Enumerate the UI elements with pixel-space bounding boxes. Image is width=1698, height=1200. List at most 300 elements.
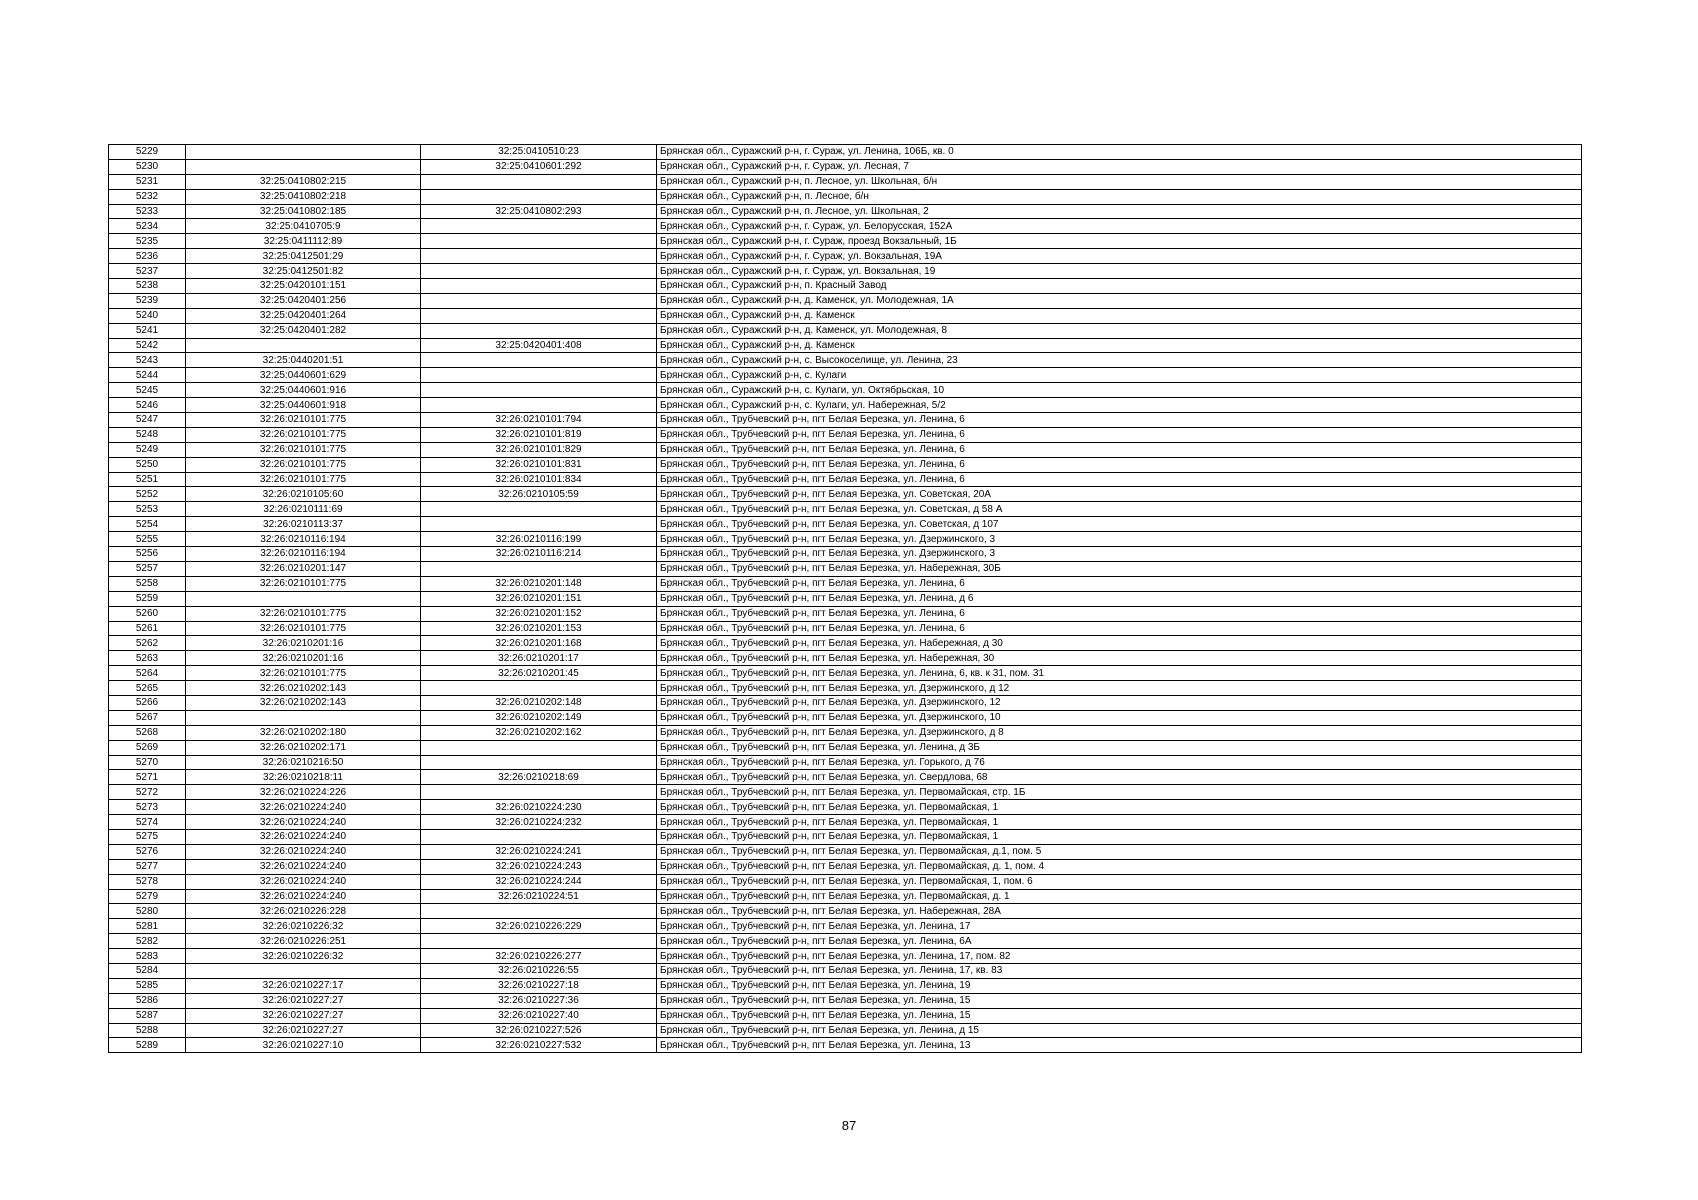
cadastral-number-cell: 32:26:0210101:775 xyxy=(186,442,421,457)
table-row xyxy=(109,338,1582,353)
row-number-cell: 5261 xyxy=(109,621,186,636)
related-cadastral-number-cell: 32:26:0210218:69 xyxy=(421,770,657,785)
address-cell: Брянская обл., Трубчевский р-н, пгт Белая Березка, ул. Ленина, 17, пом. 82 xyxy=(657,949,1582,964)
row-number-cell: 5250 xyxy=(109,457,186,472)
address-cell: Брянская обл., Суражский р-н, с. Кулаги, ул. Набережная, 5/2 xyxy=(657,398,1582,413)
table-row xyxy=(109,308,1582,323)
related-cadastral-number-cell: 32:26:0210116:199 xyxy=(421,532,657,547)
table-row xyxy=(109,368,1582,383)
address-cell: Брянская обл., Трубчевский р-н, пгт Белая Березка, ул. Ленина, 6 xyxy=(657,413,1582,428)
cadastral-number-cell: 32:26:0210224:240 xyxy=(186,859,421,874)
table-row xyxy=(109,174,1582,189)
cadastral-number-cell: 32:26:0210101:775 xyxy=(186,427,421,442)
related-cadastral-number-cell: 32:26:0210201:151 xyxy=(421,591,657,606)
row-number-cell: 5246 xyxy=(109,398,186,413)
address-cell: Брянская обл., Суражский р-н, п. Лесное, ул. Школьная, 2 xyxy=(657,204,1582,219)
row-number-cell: 5251 xyxy=(109,472,186,487)
address-cell: Брянская обл., Трубчевский р-н, пгт Белая Березка, ул. Ленина, 6 xyxy=(657,457,1582,472)
table-row xyxy=(109,532,1582,547)
related-cadastral-number-cell: 32:26:0210226:55 xyxy=(421,963,657,978)
address-cell: Брянская обл., Трубчевский р-н, пгт Белая Березка, ул. Дзержинского, 3 xyxy=(657,547,1582,562)
table-row xyxy=(109,442,1582,457)
related-cadastral-number-cell xyxy=(421,398,657,413)
table-row xyxy=(109,189,1582,204)
cadastral-number-cell: 32:25:0412501:29 xyxy=(186,249,421,264)
table-row xyxy=(109,279,1582,294)
cadastral-number-cell: 32:26:0210224:240 xyxy=(186,815,421,830)
related-cadastral-number-cell xyxy=(421,249,657,264)
address-cell: Брянская обл., Трубчевский р-н, пгт Белая Березка, ул. Советская, д 107 xyxy=(657,517,1582,532)
row-number-cell: 5233 xyxy=(109,204,186,219)
address-cell: Брянская обл., Суражский р-н, д. Каменск xyxy=(657,308,1582,323)
table-row xyxy=(109,934,1582,949)
table-row xyxy=(109,874,1582,889)
related-cadastral-number-cell: 32:26:0210226:229 xyxy=(421,919,657,934)
related-cadastral-number-cell xyxy=(421,934,657,949)
row-number-cell: 5260 xyxy=(109,606,186,621)
address-cell: Брянская обл., Суражский р-н, с. Кулаги xyxy=(657,368,1582,383)
related-cadastral-number-cell xyxy=(421,174,657,189)
row-number-cell: 5235 xyxy=(109,234,186,249)
cadastral-number-cell: 32:26:0210202:171 xyxy=(186,740,421,755)
related-cadastral-number-cell: 32:26:0210105:59 xyxy=(421,487,657,502)
cadastral-number-cell: 32:26:0210202:143 xyxy=(186,695,421,710)
address-cell: Брянская обл., Трубчевский р-н, пгт Белая Березка, ул. Ленина, д 3Б xyxy=(657,740,1582,755)
table-row xyxy=(109,859,1582,874)
address-cell: Брянская обл., Трубчевский р-н, пгт Белая Березка, ул. Ленина, 6 xyxy=(657,576,1582,591)
table-row xyxy=(109,740,1582,755)
address-cell: Брянская обл., Суражский р-н, г. Сураж, ул. Лесная, 7 xyxy=(657,159,1582,174)
table-row xyxy=(109,502,1582,517)
cadastral-number-cell: 32:26:0210227:10 xyxy=(186,1038,421,1053)
cadastral-number-cell: 32:26:0210105:60 xyxy=(186,487,421,502)
related-cadastral-number-cell xyxy=(421,368,657,383)
related-cadastral-number-cell: 32:26:0210101:794 xyxy=(421,413,657,428)
row-number-cell: 5280 xyxy=(109,904,186,919)
related-cadastral-number-cell xyxy=(421,279,657,294)
address-cell: Брянская обл., Трубчевский р-н, пгт Белая Березка, ул. Ленина, 6, кв. к 31, пом. 31 xyxy=(657,666,1582,681)
related-cadastral-number-cell: 32:26:0210201:153 xyxy=(421,621,657,636)
table-row xyxy=(109,636,1582,651)
cadastral-number-cell: 32:26:0210116:194 xyxy=(186,532,421,547)
address-cell: Брянская обл., Суражский р-н, п. Красный Завод xyxy=(657,279,1582,294)
address-cell: Брянская обл., Трубчевский р-н, пгт Белая Березка, ул. Ленина, 6 xyxy=(657,606,1582,621)
cadastral-number-cell: 32:26:0210227:17 xyxy=(186,978,421,993)
row-number-cell: 5245 xyxy=(109,383,186,398)
related-cadastral-number-cell: 32:26:0210116:214 xyxy=(421,547,657,562)
cadastral-number-cell: 32:25:0440601:916 xyxy=(186,383,421,398)
cadastral-number-cell: 32:26:0210113:37 xyxy=(186,517,421,532)
address-cell: Брянская обл., Трубчевский р-н, пгт Белая Березка, ул. Дзержинского, 12 xyxy=(657,695,1582,710)
cadastral-number-cell: 32:26:0210226:251 xyxy=(186,934,421,949)
related-cadastral-number-cell xyxy=(421,740,657,755)
table-row xyxy=(109,383,1582,398)
registry-table-body xyxy=(109,145,1582,1053)
cadastral-number-cell: 32:26:0210227:27 xyxy=(186,1023,421,1038)
address-cell: Брянская обл., Трубчевский р-н, пгт Белая Березка, ул. Набережная, 28А xyxy=(657,904,1582,919)
address-cell: Брянская обл., Трубчевский р-н, пгт Белая Березка, ул. Набережная, д 30 xyxy=(657,636,1582,651)
cadastral-number-cell: 32:26:0210226:32 xyxy=(186,949,421,964)
related-cadastral-number-cell xyxy=(421,681,657,696)
row-number-cell: 5231 xyxy=(109,174,186,189)
cadastral-number-cell: 32:25:0412501:82 xyxy=(186,264,421,279)
row-number-cell: 5274 xyxy=(109,815,186,830)
related-cadastral-number-cell: 32:26:0210224:244 xyxy=(421,874,657,889)
cadastral-number-cell: 32:26:0210216:50 xyxy=(186,755,421,770)
table-row xyxy=(109,427,1582,442)
cadastral-number-cell: 32:25:0420101:151 xyxy=(186,279,421,294)
row-number-cell: 5276 xyxy=(109,844,186,859)
cadastral-number-cell: 32:26:0210101:775 xyxy=(186,413,421,428)
address-cell: Брянская обл., Суражский р-н, г. Сураж, ул. Ленина, 106Б, кв. 0 xyxy=(657,145,1582,160)
page-number: 87 xyxy=(841,1118,857,1133)
cadastral-number-cell: 32:25:0411112:89 xyxy=(186,234,421,249)
table-row xyxy=(109,889,1582,904)
table-row xyxy=(109,963,1582,978)
table-row xyxy=(109,978,1582,993)
address-cell: Брянская обл., Трубчевский р-н, пгт Белая Березка, ул. Ленина, 6 xyxy=(657,472,1582,487)
row-number-cell: 5287 xyxy=(109,1008,186,1023)
address-cell: Брянская обл., Суражский р-н, г. Сураж, ул. Белорусская, 152А xyxy=(657,219,1582,234)
related-cadastral-number-cell: 32:25:0420401:408 xyxy=(421,338,657,353)
related-cadastral-number-cell: 32:26:0210201:148 xyxy=(421,576,657,591)
address-cell: Брянская обл., Трубчевский р-н, пгт Белая Березка, ул. Ленина, 6 xyxy=(657,621,1582,636)
cadastral-number-cell: 32:26:0210101:775 xyxy=(186,606,421,621)
related-cadastral-number-cell xyxy=(421,308,657,323)
table-row xyxy=(109,695,1582,710)
row-number-cell: 5237 xyxy=(109,264,186,279)
address-cell: Брянская обл., Трубчевский р-н, пгт Белая Березка, ул. Дзержинского, д 8 xyxy=(657,725,1582,740)
cadastral-number-cell: 32:25:0420401:256 xyxy=(186,293,421,308)
row-number-cell: 5270 xyxy=(109,755,186,770)
table-row xyxy=(109,249,1582,264)
address-cell: Брянская обл., Суражский р-н, с. Высокоселище, ул. Ленина, 23 xyxy=(657,353,1582,368)
related-cadastral-number-cell: 32:26:0210224:232 xyxy=(421,815,657,830)
related-cadastral-number-cell: 32:26:0210227:526 xyxy=(421,1023,657,1038)
address-cell: Брянская обл., Трубчевский р-н, пгт Белая Березка, ул. Ленина, 6 xyxy=(657,442,1582,457)
related-cadastral-number-cell: 32:26:0210101:829 xyxy=(421,442,657,457)
address-cell: Брянская обл., Трубчевский р-н, пгт Белая Березка, ул. Первомайская, 1, пом. 6 xyxy=(657,874,1582,889)
address-cell: Брянская обл., Трубчевский р-н, пгт Белая Березка, ул. Ленина, 19 xyxy=(657,978,1582,993)
table-row xyxy=(109,323,1582,338)
address-cell: Брянская обл., Трубчевский р-н, пгт Белая Березка, ул. Ленина, 17, кв. 83 xyxy=(657,963,1582,978)
address-cell: Брянская обл., Суражский р-н, п. Лесное, б/н xyxy=(657,189,1582,204)
cadastral-number-cell: 32:26:0210227:27 xyxy=(186,1008,421,1023)
row-number-cell: 5244 xyxy=(109,368,186,383)
related-cadastral-number-cell xyxy=(421,323,657,338)
related-cadastral-number-cell xyxy=(421,189,657,204)
row-number-cell: 5267 xyxy=(109,710,186,725)
address-cell: Брянская обл., Трубчевский р-н, пгт Белая Березка, ул. Первомайская, д. 1 xyxy=(657,889,1582,904)
related-cadastral-number-cell: 32:26:0210226:277 xyxy=(421,949,657,964)
cadastral-number-cell xyxy=(186,710,421,725)
table-row xyxy=(109,159,1582,174)
related-cadastral-number-cell: 32:26:0210202:148 xyxy=(421,695,657,710)
cadastral-number-cell: 32:26:0210224:240 xyxy=(186,800,421,815)
related-cadastral-number-cell xyxy=(421,219,657,234)
related-cadastral-number-cell xyxy=(421,517,657,532)
address-cell: Брянская обл., Трубчевский р-н, пгт Белая Березка, ул. Первомайская, д. 1, пом. 4 xyxy=(657,859,1582,874)
table-row xyxy=(109,815,1582,830)
cadastral-number-cell: 32:25:0420401:264 xyxy=(186,308,421,323)
table-row xyxy=(109,293,1582,308)
related-cadastral-number-cell: 32:26:0210224:51 xyxy=(421,889,657,904)
related-cadastral-number-cell: 32:26:0210227:532 xyxy=(421,1038,657,1053)
row-number-cell: 5241 xyxy=(109,323,186,338)
row-number-cell: 5242 xyxy=(109,338,186,353)
cadastral-number-cell xyxy=(186,159,421,174)
related-cadastral-number-cell: 32:26:0210101:819 xyxy=(421,427,657,442)
table-row xyxy=(109,949,1582,964)
row-number-cell: 5234 xyxy=(109,219,186,234)
related-cadastral-number-cell: 32:25:0410601:292 xyxy=(421,159,657,174)
related-cadastral-number-cell: 32:26:0210202:162 xyxy=(421,725,657,740)
address-cell: Брянская обл., Трубчевский р-н, пгт Белая Березка, ул. Ленина, 6 xyxy=(657,427,1582,442)
related-cadastral-number-cell: 32:26:0210224:241 xyxy=(421,844,657,859)
address-cell: Брянская обл., Суражский р-н, с. Кулаги, ул. Октябрьская, 10 xyxy=(657,383,1582,398)
cadastral-number-cell: 32:26:0210226:32 xyxy=(186,919,421,934)
related-cadastral-number-cell xyxy=(421,829,657,844)
address-cell: Брянская обл., Трубчевский р-н, пгт Белая Березка, ул. Первомайская, 1 xyxy=(657,800,1582,815)
table-row xyxy=(109,457,1582,472)
table-row xyxy=(109,145,1582,160)
row-number-cell: 5263 xyxy=(109,651,186,666)
address-cell: Брянская обл., Трубчевский р-н, пгт Белая Березка, ул. Дзержинского, 3 xyxy=(657,532,1582,547)
row-number-cell: 5281 xyxy=(109,919,186,934)
cadastral-number-cell: 32:25:0410802:215 xyxy=(186,174,421,189)
related-cadastral-number-cell xyxy=(421,383,657,398)
row-number-cell: 5278 xyxy=(109,874,186,889)
row-number-cell: 5265 xyxy=(109,681,186,696)
related-cadastral-number-cell: 32:26:0210224:230 xyxy=(421,800,657,815)
address-cell: Брянская обл., Трубчевский р-н, пгт Белая Березка, ул. Ленина, д 6 xyxy=(657,591,1582,606)
row-number-cell: 5262 xyxy=(109,636,186,651)
address-cell: Брянская обл., Суражский р-н, д. Каменск, ул. Молодежная, 1А xyxy=(657,293,1582,308)
table-row xyxy=(109,904,1582,919)
table-row xyxy=(109,264,1582,279)
cadastral-number-cell: 32:26:0210101:775 xyxy=(186,457,421,472)
table-row xyxy=(109,770,1582,785)
related-cadastral-number-cell xyxy=(421,561,657,576)
row-number-cell: 5252 xyxy=(109,487,186,502)
cadastral-number-cell: 32:26:0210202:180 xyxy=(186,725,421,740)
row-number-cell: 5271 xyxy=(109,770,186,785)
cadastral-number-cell xyxy=(186,338,421,353)
related-cadastral-number-cell xyxy=(421,904,657,919)
cadastral-number-cell: 32:26:0210201:16 xyxy=(186,636,421,651)
cadastral-number-cell: 32:26:0210201:16 xyxy=(186,651,421,666)
row-number-cell: 5254 xyxy=(109,517,186,532)
cadastral-number-cell: 32:26:0210111:69 xyxy=(186,502,421,517)
row-number-cell: 5240 xyxy=(109,308,186,323)
related-cadastral-number-cell xyxy=(421,755,657,770)
cadastral-number-cell: 32:25:0440201:51 xyxy=(186,353,421,368)
cadastral-number-cell: 32:25:0410802:218 xyxy=(186,189,421,204)
related-cadastral-number-cell: 32:26:0210101:831 xyxy=(421,457,657,472)
related-cadastral-number-cell: 32:26:0210227:36 xyxy=(421,993,657,1008)
cadastral-number-cell: 32:25:0440601:918 xyxy=(186,398,421,413)
table-row xyxy=(109,234,1582,249)
address-cell: Брянская обл., Трубчевский р-н, пгт Белая Березка, ул. Набережная, 30Б xyxy=(657,561,1582,576)
row-number-cell: 5248 xyxy=(109,427,186,442)
related-cadastral-number-cell: 32:26:0210201:17 xyxy=(421,651,657,666)
row-number-cell: 5289 xyxy=(109,1038,186,1053)
related-cadastral-number-cell: 32:26:0210227:40 xyxy=(421,1008,657,1023)
address-cell: Брянская обл., Трубчевский р-н, пгт Белая Березка, ул. Первомайская, 1 xyxy=(657,829,1582,844)
row-number-cell: 5249 xyxy=(109,442,186,457)
cadastral-number-cell: 32:26:0210101:775 xyxy=(186,666,421,681)
address-cell: Брянская обл., Трубчевский р-н, пгт Белая Березка, ул. Ленина, 15 xyxy=(657,1008,1582,1023)
cadastral-number-cell: 32:26:0210227:27 xyxy=(186,993,421,1008)
row-number-cell: 5258 xyxy=(109,576,186,591)
table-row xyxy=(109,1008,1582,1023)
row-number-cell: 5273 xyxy=(109,800,186,815)
row-number-cell: 5239 xyxy=(109,293,186,308)
cadastral-number-cell: 32:26:0210201:147 xyxy=(186,561,421,576)
row-number-cell: 5279 xyxy=(109,889,186,904)
table-row xyxy=(109,651,1582,666)
cadastral-number-cell: 32:25:0410705:9 xyxy=(186,219,421,234)
table-row xyxy=(109,800,1582,815)
cadastral-number-cell: 32:26:0210116:194 xyxy=(186,547,421,562)
table-row xyxy=(109,219,1582,234)
related-cadastral-number-cell: 32:26:0210202:149 xyxy=(421,710,657,725)
related-cadastral-number-cell xyxy=(421,502,657,517)
related-cadastral-number-cell xyxy=(421,293,657,308)
table-row xyxy=(109,561,1582,576)
address-cell: Брянская обл., Трубчевский р-н, пгт Белая Березка, ул. Ленина, 13 xyxy=(657,1038,1582,1053)
table-row xyxy=(109,487,1582,502)
cadastral-number-cell: 32:26:0210224:240 xyxy=(186,844,421,859)
table-row xyxy=(109,1038,1582,1053)
registry-table xyxy=(108,144,1582,1053)
address-cell: Брянская обл., Суражский р-н, г. Сураж, ул. Вокзальная, 19 xyxy=(657,264,1582,279)
address-cell: Брянская обл., Суражский р-н, д. Каменск xyxy=(657,338,1582,353)
row-number-cell: 5230 xyxy=(109,159,186,174)
address-cell: Брянская обл., Суражский р-н, п. Лесное, ул. Школьная, б/н xyxy=(657,174,1582,189)
address-cell: Брянская обл., Трубчевский р-н, пгт Белая Березка, ул. Первомайская, 1 xyxy=(657,815,1582,830)
cadastral-number-cell: 32:26:0210226:228 xyxy=(186,904,421,919)
table-row xyxy=(109,472,1582,487)
address-cell: Брянская обл., Трубчевский р-н, пгт Белая Березка, ул. Первомайская, стр. 1Б xyxy=(657,785,1582,800)
cadastral-number-cell: 32:25:0440601:629 xyxy=(186,368,421,383)
cadastral-number-cell: 32:26:0210101:775 xyxy=(186,472,421,487)
cadastral-number-cell: 32:26:0210202:143 xyxy=(186,681,421,696)
table-row xyxy=(109,591,1582,606)
row-number-cell: 5253 xyxy=(109,502,186,517)
table-row xyxy=(109,576,1582,591)
row-number-cell: 5232 xyxy=(109,189,186,204)
related-cadastral-number-cell: 32:26:0210201:152 xyxy=(421,606,657,621)
row-number-cell: 5243 xyxy=(109,353,186,368)
address-cell: Брянская обл., Трубчевский р-н, пгт Белая Березка, ул. Ленина, д 15 xyxy=(657,1023,1582,1038)
cadastral-number-cell: 32:26:0210224:240 xyxy=(186,874,421,889)
related-cadastral-number-cell xyxy=(421,353,657,368)
address-cell: Брянская обл., Трубчевский р-н, пгт Белая Березка, ул. Советская, 20А xyxy=(657,487,1582,502)
row-number-cell: 5275 xyxy=(109,829,186,844)
address-cell: Брянская обл., Трубчевский р-н, пгт Белая Березка, ул. Ленина, 17 xyxy=(657,919,1582,934)
table-row xyxy=(109,413,1582,428)
table-row xyxy=(109,710,1582,725)
cadastral-number-cell xyxy=(186,591,421,606)
table-row xyxy=(109,517,1582,532)
address-cell: Брянская обл., Трубчевский р-н, пгт Белая Березка, ул. Свердлова, 68 xyxy=(657,770,1582,785)
address-cell: Брянская обл., Трубчевский р-н, пгт Белая Березка, ул. Советская, д 58 А xyxy=(657,502,1582,517)
cadastral-number-cell xyxy=(186,145,421,160)
row-number-cell: 5282 xyxy=(109,934,186,949)
address-cell: Брянская обл., Трубчевский р-н, пгт Белая Березка, ул. Ленина, 15 xyxy=(657,993,1582,1008)
row-number-cell: 5264 xyxy=(109,666,186,681)
table-row xyxy=(109,681,1582,696)
row-number-cell: 5257 xyxy=(109,561,186,576)
row-number-cell: 5285 xyxy=(109,978,186,993)
cadastral-number-cell: 32:26:0210101:775 xyxy=(186,576,421,591)
address-cell: Брянская обл., Суражский р-н, г. Сураж, проезд Вокзальный, 1Б xyxy=(657,234,1582,249)
cadastral-number-cell: 32:26:0210218:11 xyxy=(186,770,421,785)
address-cell: Брянская обл., Трубчевский р-н, пгт Белая Березка, ул. Горького, д 76 xyxy=(657,755,1582,770)
table-row xyxy=(109,829,1582,844)
row-number-cell: 5277 xyxy=(109,859,186,874)
cadastral-number-cell: 32:25:0420401:282 xyxy=(186,323,421,338)
row-number-cell: 5288 xyxy=(109,1023,186,1038)
address-cell: Брянская обл., Трубчевский р-н, пгт Белая Березка, ул. Набережная, 30 xyxy=(657,651,1582,666)
table-row xyxy=(109,993,1582,1008)
row-number-cell: 5272 xyxy=(109,785,186,800)
row-number-cell: 5286 xyxy=(109,993,186,1008)
table-row xyxy=(109,666,1582,681)
cadastral-number-cell: 32:25:0410802:185 xyxy=(186,204,421,219)
cadastral-number-cell: 32:26:0210101:775 xyxy=(186,621,421,636)
row-number-cell: 5266 xyxy=(109,695,186,710)
related-cadastral-number-cell: 32:26:0210101:834 xyxy=(421,472,657,487)
related-cadastral-number-cell: 32:26:0210227:18 xyxy=(421,978,657,993)
table-row xyxy=(109,785,1582,800)
row-number-cell: 5283 xyxy=(109,949,186,964)
row-number-cell: 5256 xyxy=(109,547,186,562)
cadastral-number-cell: 32:26:0210224:226 xyxy=(186,785,421,800)
table-row xyxy=(109,725,1582,740)
row-number-cell: 5238 xyxy=(109,279,186,294)
table-row xyxy=(109,204,1582,219)
address-cell: Брянская обл., Суражский р-н, д. Каменск, ул. Молодежная, 8 xyxy=(657,323,1582,338)
table-row xyxy=(109,1023,1582,1038)
table-row xyxy=(109,547,1582,562)
address-cell: Брянская обл., Трубчевский р-н, пгт Белая Березка, ул. Ленина, 6А xyxy=(657,934,1582,949)
related-cadastral-number-cell xyxy=(421,785,657,800)
table-row xyxy=(109,353,1582,368)
row-number-cell: 5247 xyxy=(109,413,186,428)
related-cadastral-number-cell: 32:25:0410802:293 xyxy=(421,204,657,219)
row-number-cell: 5229 xyxy=(109,145,186,160)
address-cell: Брянская обл., Трубчевский р-н, пгт Белая Березка, ул. Дзержинского, 10 xyxy=(657,710,1582,725)
related-cadastral-number-cell: 32:26:0210201:168 xyxy=(421,636,657,651)
cadastral-number-cell xyxy=(186,963,421,978)
row-number-cell: 5255 xyxy=(109,532,186,547)
related-cadastral-number-cell: 32:26:0210224:243 xyxy=(421,859,657,874)
related-cadastral-number-cell xyxy=(421,264,657,279)
table-row xyxy=(109,755,1582,770)
row-number-cell: 5284 xyxy=(109,963,186,978)
table-row xyxy=(109,606,1582,621)
cadastral-number-cell: 32:26:0210224:240 xyxy=(186,829,421,844)
address-cell: Брянская обл., Суражский р-н, г. Сураж, ул. Вокзальная, 19А xyxy=(657,249,1582,264)
related-cadastral-number-cell: 32:25:0410510:23 xyxy=(421,145,657,160)
row-number-cell: 5268 xyxy=(109,725,186,740)
row-number-cell: 5259 xyxy=(109,591,186,606)
table-row xyxy=(109,621,1582,636)
related-cadastral-number-cell: 32:26:0210201:45 xyxy=(421,666,657,681)
row-number-cell: 5269 xyxy=(109,740,186,755)
